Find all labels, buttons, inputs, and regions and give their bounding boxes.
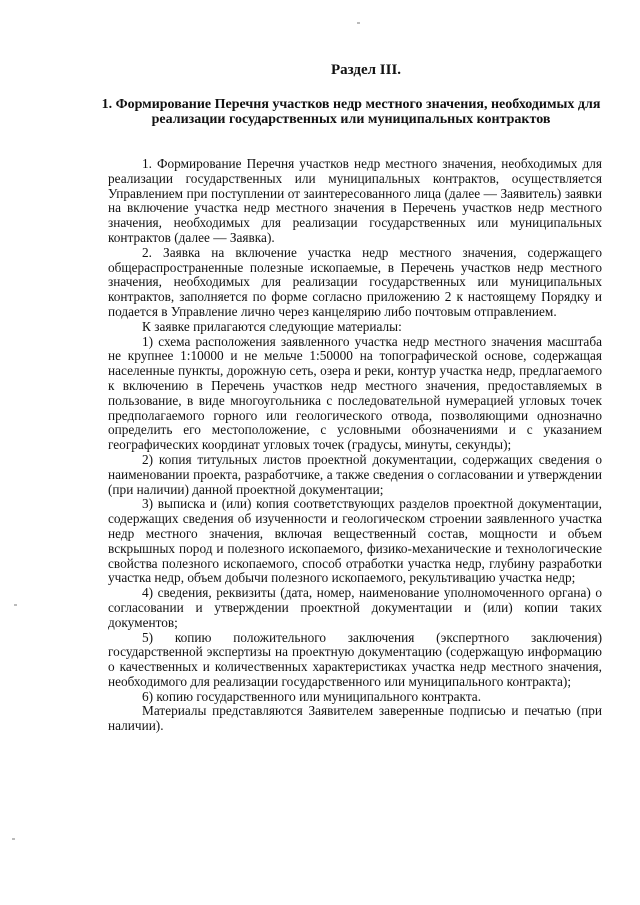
list-item-4: 4) сведения, реквизиты (дата, номер, наименование уполномоченного органа) о согласовании и утверждении проектной документации и (или) копии таких документов;	[108, 585, 602, 630]
scan-speck	[357, 22, 360, 24]
list-item-1: 1) схема расположения заявленного участка недр местного значения масштаба не крупнее 1:10000 и не мельче 1:50000 на топографической основе, содержащая населенные пункты, дорожную сеть, озера и реки, контур участка недр, предлагаемого к включению в Перечень участков недр местного значения, предоставляемых в пользование, в виде многоугольника с последовательной нумерацией угловых точек предполагаемого горного или геологического отвода, позволяющими однозначно определить его местоположение, с условными обозначениями и с указанием географических координат угловых точек (градусы, минуты, секунды);	[108, 333, 602, 453]
document-body	[108, 157, 602, 734]
paragraph-1: 1. Формирование Перечня участков недр местного значения, необходимых для реализации государственных или муниципальных контрактов, осуществляется Управлением при поступлении от заинтересованного лица (далее — Заявитель) заявки на включение участка недр местного значения в Перечень участков недр местного значения, необходимых для реализации государственных или муниципальных контрактов (далее — Заявка).	[108, 156, 602, 245]
paragraph-2: 2. Заявка на включение участка недр местного значения, содержащего общераспространенные полезные ископаемые, в Перечень участков недр местного значения, необходимых для реализации государственных или муниципальных контрактов, заполняется по форме согласно приложению 2 к настоящему Порядку и подается в Управление лично через канцелярию либо почтовым отправлением.	[108, 244, 602, 319]
list-item-2: 2) копия титульных листов проектной документации, содержащих сведения о наименовании проекта, разработчике, а также сведения о согласовании и утверждении (при наличии) данной проектной документации;	[108, 451, 602, 497]
closing-paragraph: Материалы представляются Заявителем заверенные подписью и печатью (при наличии).	[108, 703, 602, 734]
list-item-3: 3) выписка и (или) копия соответствующих разделов проектной документации, содержащих сведения об изученности и геологическом строении заявленного участка недр местного значения, включая вещественный состав, мощности и объем вскрышных пород и полезного ископаемого, физико-механические и технологические свойства полезного ископаемого, способ отработки участка недр, глубину разработки участка недр, объем добычи полезного ископаемого, рекультивацию участка недр;	[108, 496, 602, 586]
materials-intro: К заявке прилагаются следующие материалы:	[142, 318, 402, 334]
section-title: Раздел III.	[330, 62, 402, 78]
scan-speck	[14, 604, 17, 606]
list-item-6: 6) копию государственного или муниципального контракта.	[142, 688, 482, 704]
section-heading: 1. Формирование Перечня участков недр местного значения, необходимых для реализации государственных или муниципальных контрактов	[101, 97, 601, 127]
scan-speck	[12, 838, 15, 840]
list-item-5: 5) копию положительного заключения (экспертного заключения) государственной экспертизы на проектную документацию (содержащую информацию о качественных и количественных характеристиках участка недр местного значения, необходимого для реализации государственного или муниципального контракта);	[108, 629, 602, 689]
